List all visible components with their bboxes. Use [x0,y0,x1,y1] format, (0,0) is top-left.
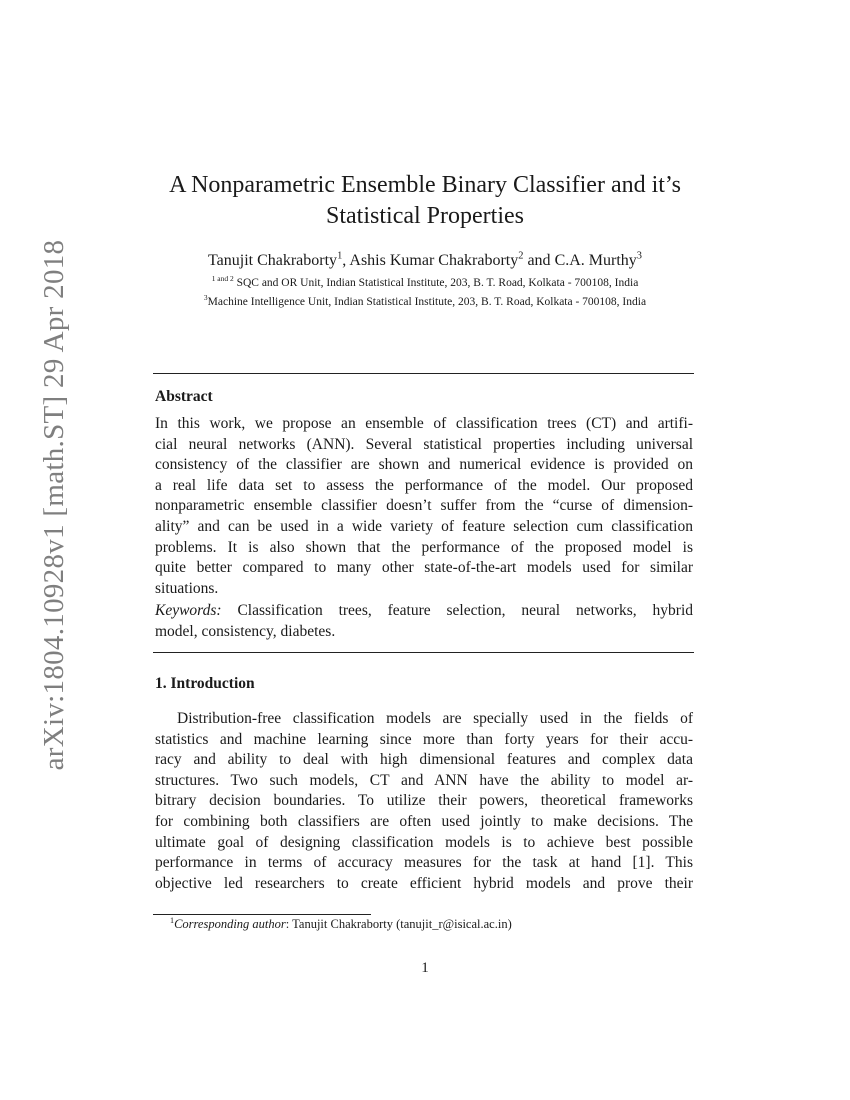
intro-line: bitrary decision boundaries. To utilize their powers, theoretical frameworks [155,792,693,810]
abstract-line: ality” and can be used in a wide variety of feature selection cum classification [155,517,693,535]
introduction-body [155,709,693,894]
section-heading-introduction: 1. Introduction [155,675,255,692]
footnote-label: Corresponding author [174,917,286,931]
author-separator: , [342,252,350,269]
abstract-line: cial neural networks (ANN). Several statistical properties including universal [155,435,693,453]
author-2: Ashis Kumar Chakraborty [349,252,519,269]
intro-line: racy and ability to deal with high dimensional features and complex data [155,751,693,769]
abstract-top-rule [153,373,694,374]
author-2-sup: 2 [518,250,524,262]
keywords-line-2: model, consistency, diabetes. [155,622,336,640]
abstract-heading: Abstract [155,388,213,405]
paper-title [140,170,710,232]
abstract-line: quite better compared to many other state-of-the-art models used for similar [155,559,693,577]
footnote-rule [153,914,371,915]
intro-line: structures. Two such models, CT and ANN have the ability to model ar- [155,771,693,789]
author-3-sup: 3 [636,250,642,262]
intro-line: objective led researchers to create efficient hybrid models and prove their [155,874,693,892]
author-1: Tanujit Chakraborty [207,252,338,269]
affiliation-1 [140,274,710,289]
keywords [155,601,693,642]
keywords-line-1 [155,601,693,622]
abstract-bottom-rule [153,652,694,653]
affiliation-2-text: Machine Intelligence Unit, Indian Statistical Institute, 203, B. T. Road, Kolkata - 700108, India [207,296,647,308]
abstract-line: consistency of the classifier are shown and numerical evidence is provided on [155,456,693,474]
affiliation-1-text: SQC and OR Unit, Indian Statistical Institute, 203, B. T. Road, Kolkata - 700108, India [233,277,639,289]
intro-line: Distribution-free classification models are specially used in the fields of [177,710,693,727]
footnote-text: : Tanujit Chakraborty (tanujit_r@isical.ac.in) [285,917,512,931]
arxiv-side-stamp: arXiv:1804.10928v1 [math.ST] 29 Apr 2018 [38,239,70,771]
affiliation-2-sup: 3 [203,293,208,303]
author-1-sup: 1 [337,250,343,262]
abstract-body [155,414,693,599]
footnote-sup: 1 [170,915,175,925]
abstract-line: a real life data set to assess the performance of the model. Our proposed [155,476,693,494]
footnote [170,917,512,932]
title-line-2: Statistical Properties [326,203,524,229]
abstract-line: problems. It is also shown that the performance of the proposed model is [155,538,693,556]
keywords-text-1: Classification trees, feature selection, neural networks, hybrid [221,602,693,619]
author-3: C.A. Murthy [554,252,637,269]
intro-line: for combining both classifiers are often used jointly to make decisions. The [155,812,693,830]
affiliation-1-sup: 1 and 2 [211,274,234,284]
affiliation-2 [140,293,710,308]
intro-line: statistics and machine learning since more than forty years for their accu- [155,730,693,748]
abstract-line: situations. [155,579,219,597]
abstract-line: nonparametric ensemble classifier doesn’t suffer from the “curse of dimension- [155,497,693,515]
author-separator: and [523,252,555,269]
keywords-label: Keywords: [155,602,222,619]
page-number: 1 [421,960,429,976]
title-line-1: A Nonparametric Ensemble Binary Classifier and it’s [169,172,681,198]
abstract-line: In this work, we propose an ensemble of classification trees (CT) and artifi- [155,415,693,432]
intro-line: ultimate goal of designing classification models is to achieve best possible [155,833,693,851]
author-list [140,252,710,270]
intro-line: performance in terms of accuracy measures for the task at hand [1]. This [155,854,693,872]
